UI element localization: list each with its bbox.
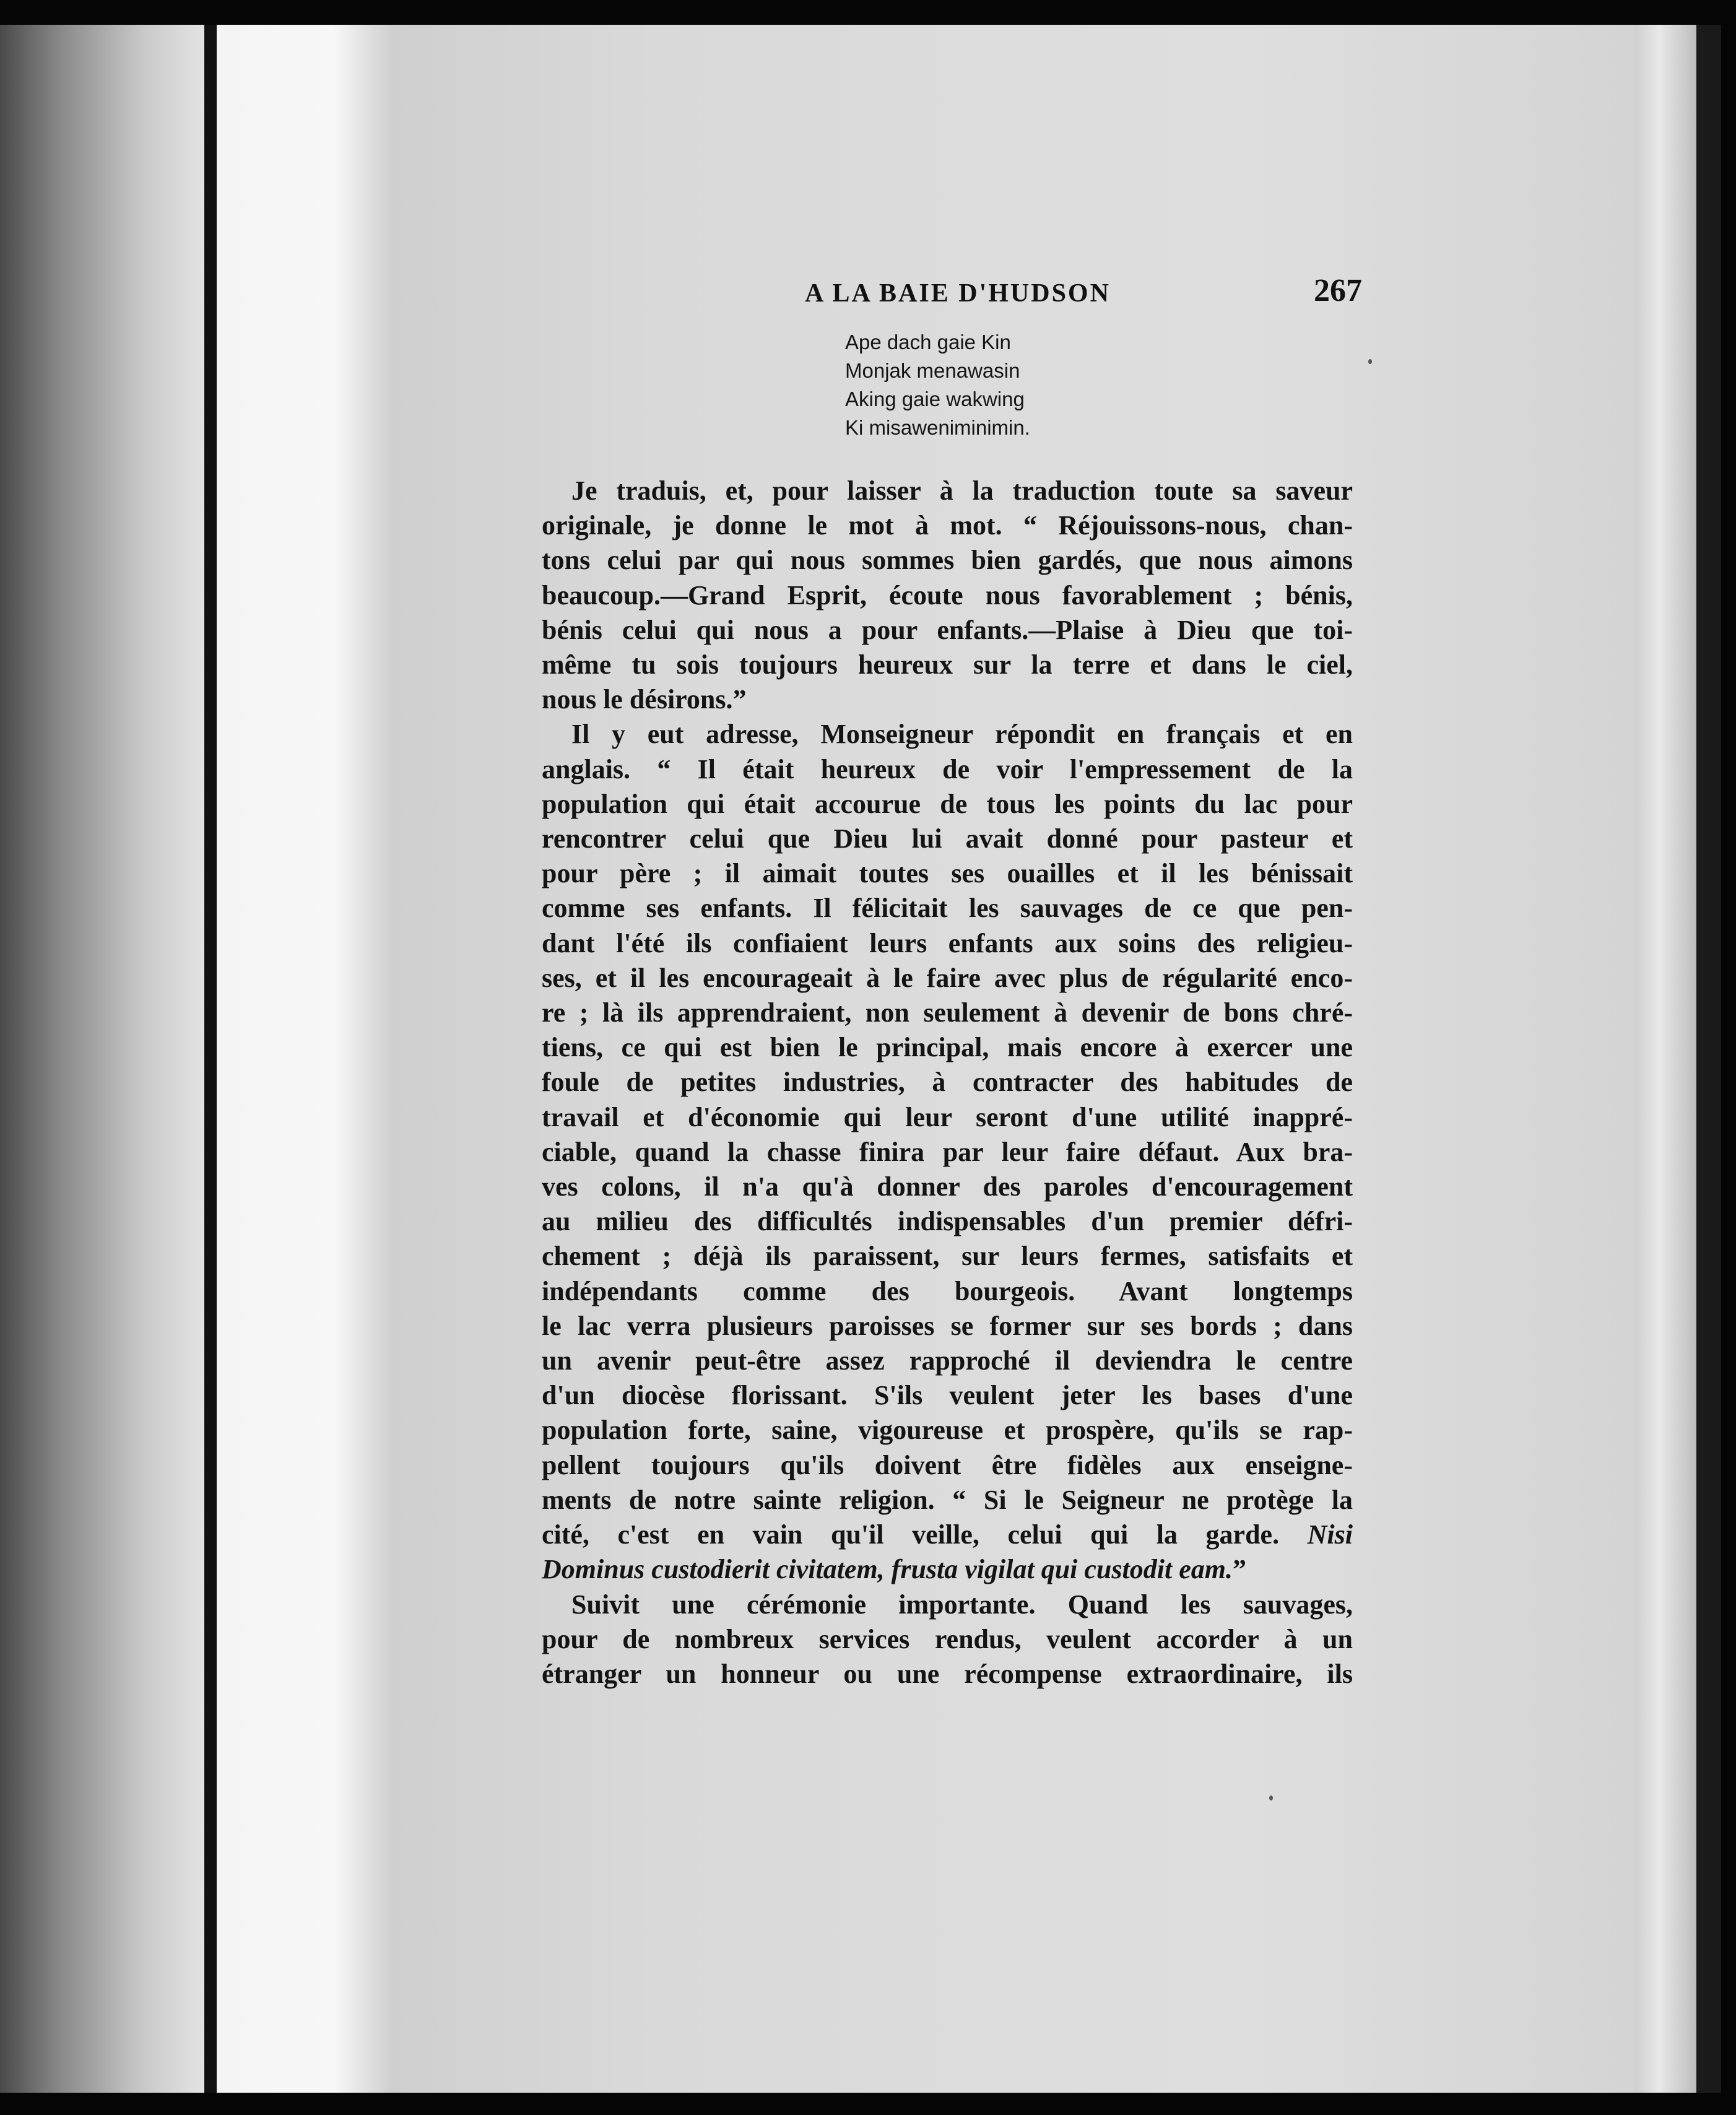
text-line: ciable, quand la chasse finira par leur faire défaut. Aux bra- bbox=[542, 1136, 1353, 1167]
scan-border bbox=[1696, 25, 1721, 2093]
poem-line: Monjak menawasin bbox=[845, 359, 1020, 382]
facing-page-edge bbox=[0, 25, 204, 2093]
text-line: tons celui par qui nous sommes bien gardés, que nous aimons bbox=[542, 545, 1353, 576]
scan-speck bbox=[1368, 359, 1372, 364]
text-line: pour père ; il aimait toutes ses ouailles et il les bénissait bbox=[542, 858, 1353, 889]
closing-quote-mark: ” bbox=[1232, 1554, 1246, 1585]
text-line bbox=[542, 1518, 1353, 1552]
poem-line: Ki misaweniminimin. bbox=[845, 416, 1030, 439]
text-line: ses, et il les encourageait à le faire avec plus de régularité enco- bbox=[542, 962, 1353, 993]
running-head: A LA BAIE D'HUDSON bbox=[805, 279, 1111, 308]
text-line: pellent toujours qu'ils doivent être fidèles aux enseigne- bbox=[542, 1449, 1353, 1480]
text-line: ves colons, il n'a qu'à donner des paroles d'encouragement bbox=[542, 1171, 1353, 1202]
text-line: foule de petites industries, à contracter des habitudes de bbox=[542, 1067, 1353, 1098]
text-line: dant l'été ils confiaient leurs enfants aux soins des religieu- bbox=[542, 927, 1353, 958]
page-header bbox=[805, 272, 1362, 322]
page-number: 267 bbox=[1314, 273, 1362, 308]
latin-quote-start: Nisi bbox=[1307, 1519, 1353, 1550]
poem-block bbox=[845, 328, 1030, 442]
text-line: nous le désirons.” bbox=[542, 684, 747, 715]
text-line: même tu sois toujours heureux sur la terre et dans le ciel, bbox=[542, 649, 1353, 680]
text-line: anglais. “ Il était heureux de voir l'empressement de la bbox=[542, 753, 1353, 784]
body-text bbox=[542, 474, 1353, 1692]
text-line: indépendants comme des bourgeois. Avant longtemps bbox=[542, 1275, 1353, 1306]
text-line: rencontrer celui que Dieu lui avait donné pour pasteur et bbox=[542, 823, 1353, 854]
text-line: pour de nombreux services rendus, veulent accorder à un bbox=[542, 1623, 1353, 1654]
text-line-part: cité, c'est en vain qu'il veille, celui qui la garde. bbox=[542, 1519, 1280, 1550]
text-line: travail et d'économie qui leur seront d'une utilité inappré- bbox=[542, 1101, 1353, 1132]
text-line: chement ; déjà ils paraissent, sur leurs fermes, satisfaits et bbox=[542, 1241, 1353, 1272]
text-line: un avenir peut-être assez rapproché il deviendra le centre bbox=[542, 1345, 1353, 1376]
text-line: au milieu des difficultés indispensables d'un premier défri- bbox=[542, 1206, 1353, 1237]
text-line: beaucoup.—Grand Esprit, écoute nous favorablement ; bénis, bbox=[542, 580, 1353, 610]
text-line: étranger un honneur ou une récompense extraordinaire, ils bbox=[542, 1658, 1353, 1689]
text-line: population forte, saine, vigoureuse et prospère, qu'ils se rap- bbox=[542, 1415, 1353, 1446]
text-line: population qui était accourue de tous les points du lac pour bbox=[542, 788, 1353, 819]
poem-line: Aking gaie wakwing bbox=[845, 388, 1025, 410]
text-line: comme ses enfants. Il félicitait les sauvages de ce que pen- bbox=[542, 893, 1353, 924]
text-line: re ; là ils apprendraient, non seulement à devenir de bons chré- bbox=[542, 997, 1353, 1028]
text-line: Il y eut adresse, Monseigneur répondit en français et en bbox=[571, 719, 1353, 750]
latin-quote-line bbox=[542, 1552, 1353, 1587]
text-line: d'un diocèse florissant. S'ils veulent jeter les bases d'une bbox=[542, 1380, 1353, 1411]
poem-line: Ape dach gaie Kin bbox=[845, 331, 1011, 354]
page-fore-edge bbox=[1634, 25, 1696, 2093]
book-spine bbox=[204, 25, 217, 2093]
text-line: originale, je donne le mot à mot. “ Réjouissons-nous, chan- bbox=[542, 510, 1353, 541]
text-line: ments de notre sainte religion. “ Si le Seigneur ne protège la bbox=[542, 1484, 1353, 1515]
text-line: le lac verra plusieurs paroisses se former sur ses bords ; dans bbox=[542, 1310, 1353, 1341]
text-line: tiens, ce qui est bien le principal, mais encore à exercer une bbox=[542, 1032, 1353, 1063]
text-line: Je traduis, et, pour laisser à la traduction toute sa saveur bbox=[571, 476, 1353, 506]
scan-speck bbox=[1269, 1796, 1273, 1800]
text-line: bénis celui qui nous a pour enfants.—Plaise à Dieu que toi- bbox=[542, 614, 1353, 645]
text-line: Suivit une cérémonie importante. Quand les sauvages, bbox=[571, 1589, 1353, 1620]
latin-quote: Dominus custodierit civitatem, frusta vigilat qui custodit eam. bbox=[542, 1554, 1233, 1585]
